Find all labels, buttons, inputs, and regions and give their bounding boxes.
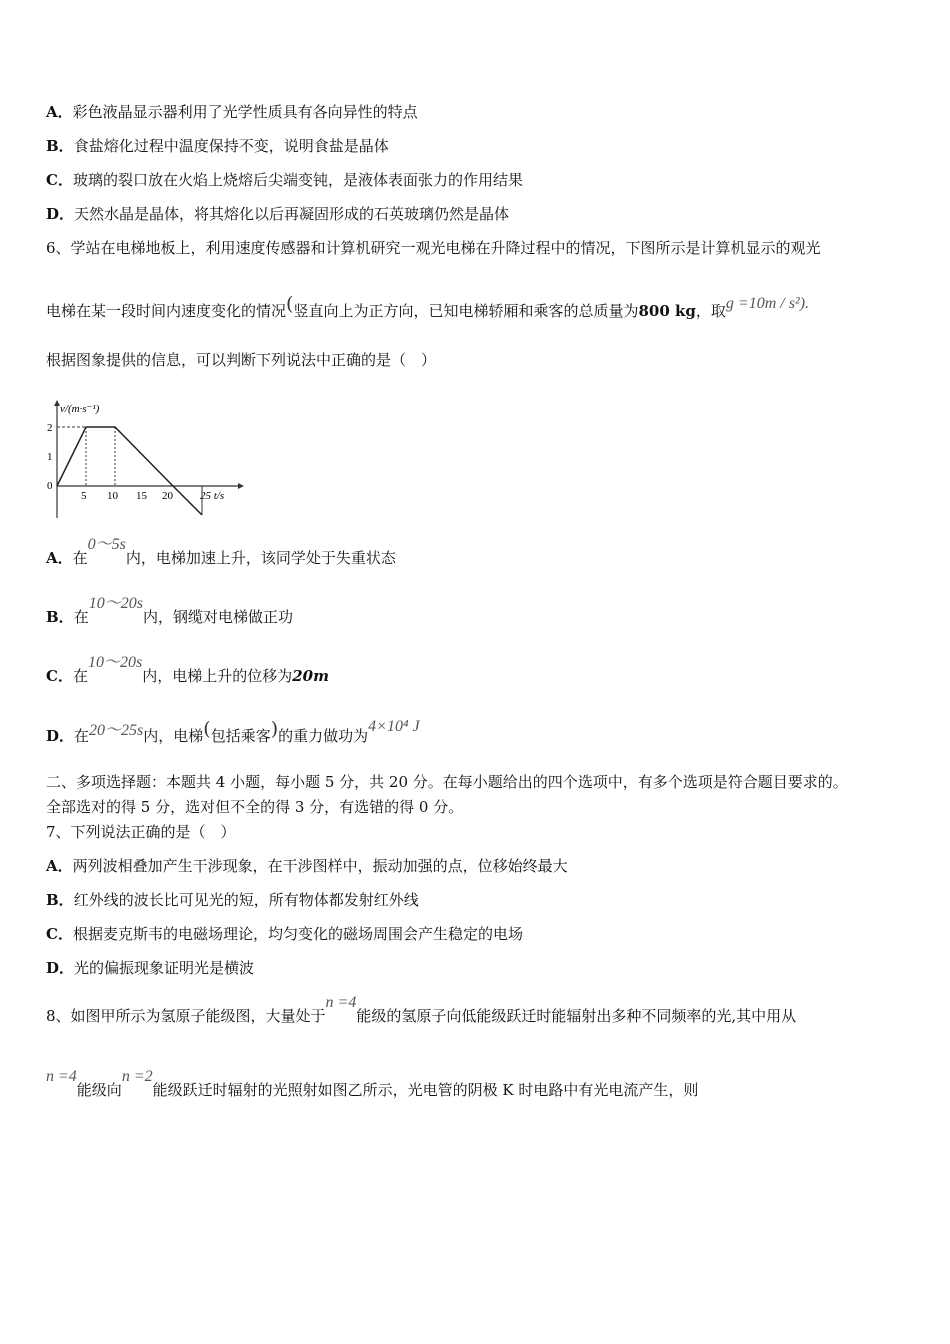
x-axis-arrow-icon [238, 483, 244, 489]
time-interval-formula: 0～5s [87, 536, 126, 553]
q6-option-a: A．在0～5s内，电梯加速上升，该同学处于失重状态 [46, 536, 396, 567]
y-tick-label: 0 [47, 480, 53, 492]
section2-heading-line1: 二、多项选择题：本题共 4 小题，每小题 5 分，共 20 分。在每小题给出的四个选项中，有多个选项是符合题目要求的。 [46, 773, 848, 791]
time-interval-formula: 10～20s [88, 595, 143, 612]
q6-stem-line3: 根据图象提供的信息，可以判断下列说法中正确的是（ ） [46, 351, 437, 369]
energy-level-formula: n =4 [325, 994, 357, 1011]
q6-stem-line1: 6、学站在电梯地板上，利用速度传感器和计算机研究一观光电梯在升降过程中的情况，下图所示是计算机显示的观光 [46, 239, 821, 257]
energy-level-formula: n =2 [121, 1068, 153, 1085]
q6-stem-line2: 电梯在某一段时间内速度变化的情况(竖直向上为正方向，已知电梯轿厢和乘客的总质量为800 kg，取g =10m / s²). [46, 293, 810, 320]
y-tick-label: 1 [47, 451, 53, 463]
x-tick-label: 5 [81, 490, 87, 502]
q6-option-c: C．在10～20s内，电梯上升的位移为20m [46, 654, 329, 685]
q7-option-b: B．红外线的波长比可见光的短，所有物体都发射红外线 [46, 891, 419, 909]
q6-option-d: D．在20～25s内，电梯(包括乘客)的重力做功为4×10⁴ J [46, 718, 420, 745]
time-interval-formula: 20～25s [89, 722, 144, 739]
q5-option-d: D．天然水晶是晶体，将其熔化以后再凝固形成的石英玻璃仍然是晶体 [46, 205, 510, 223]
q8-stem-line1: 8、如图甲所示为氢原子能级图，大量处于n =4能级的氢原子向低能级跃迁时能辐射出多种不同频率的光,其中用从 [46, 994, 797, 1025]
q7-option-c: C．根据麦克斯韦的电磁场理论，均匀变化的磁场周围会产生稳定的电场 [46, 925, 523, 943]
y-axis-label: v/(m·s⁻¹) [60, 403, 100, 415]
q8-stem-line2: n =4能级向n =2能级跃迁时辐射的光照射如图乙所示，光电管的阴极 K 时电路中有光电流产生，则 [46, 1068, 699, 1099]
q5-option-b: B．食盐熔化过程中温度保持不变，说明食盐是晶体 [46, 137, 389, 155]
x-axis-label: 25 t/s [200, 490, 225, 502]
y-tick-label: 2 [47, 422, 53, 434]
time-interval-formula: 10～20s [87, 654, 143, 671]
energy-level-formula: n =4 [46, 1068, 77, 1085]
work-formula: 4×10⁴ J [368, 718, 420, 735]
x-tick-label: 10 [107, 490, 118, 502]
q5-option-c: C．玻璃的裂口放在火焰上烧熔后尖端变钝，是液体表面张力的作用结果 [46, 171, 523, 189]
q7-stem: 7、下列说法正确的是（ ） [46, 823, 236, 841]
q6-option-b: B．在10～20s内，钢缆对电梯做正功 [46, 595, 293, 626]
q7-option-d: D．光的偏振现象证明光是横波 [46, 959, 255, 977]
x-tick-label: 20 [162, 490, 173, 502]
q7-option-a: A．两列波相叠加产生干涉现象，在干涉图样中，振动加强的点，位移始终最大 [46, 857, 568, 875]
gravity-formula: g =10m / s²). [725, 295, 810, 312]
q5-option-a: A．彩色液晶显示器利用了光学性质具有各向异性的特点 [46, 103, 418, 121]
velocity-time-graph [44, 398, 244, 522]
x-tick-label: 15 [136, 490, 147, 502]
velocity-curve [57, 427, 202, 515]
section2-heading-line2: 全部选对的得 5 分，选对但不全的得 3 分，有选错的得 0 分。 [46, 798, 464, 816]
